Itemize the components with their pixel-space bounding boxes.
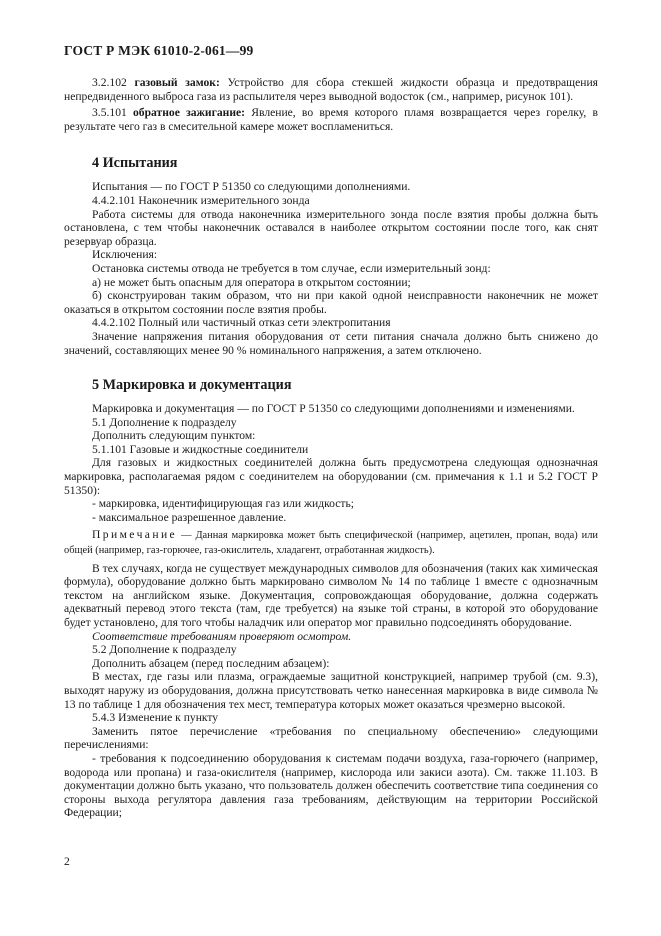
clause-title: 4.4.2.102 Полный или частичный отказ сети электропитания	[92, 316, 391, 330]
definition-term: газовый замок:	[134, 76, 220, 89]
page-number: 2	[64, 855, 70, 868]
paragraph: В местах, где газы или плазма, ограждаемые защитной конструкцией, например трубой (см. 9.3), выходят наружу из оборудования, должна присутствовать четко нанесенная маркировка в виде символа № 13 по таблице 1 для обозначения тех мест, температура которых может оказаться чрезмерно высокой.	[64, 670, 598, 711]
clause-title: 5.1 Дополнение к подразделу	[92, 415, 237, 429]
paragraph: Дополнить абзацем (перед последним абзацем):	[92, 656, 330, 670]
note-text: — Данная маркировка может быть специфической (например, ацетилен, пропан, вода) или общей (например, газ-горючее, газ-окислитель, хладагент, отработанная жидкость).	[64, 530, 598, 557]
list-item: - требования к подсоединению оборудования к системам подачи воздуха, газа-горючего (например, водорода или пропана) и газа-окислителя (например, кислорода или закиси азота). См. также 11.103. В документации должно быть указано, что пользователь должен обеспечить соответствие типа соединения со стороны выхода регулятора давления газа требованиям, действующим на территории Российской Федерации;	[64, 751, 598, 820]
definition-flashback	[64, 106, 598, 133]
section-5-heading: 5 Маркировка и документация	[92, 377, 292, 394]
note	[64, 528, 598, 557]
clause-title: 5.4.3 Изменение к пункту	[92, 711, 219, 725]
list-item: а) не может быть опасным для оператора в открытом состоянии;	[92, 275, 411, 289]
paragraph: Заменить пятое перечисление «требования по специальному обеспечению» следующими перечислениями:	[64, 724, 598, 752]
clause-title: 5.1.101 Газовые и жидкостные соединители	[92, 442, 309, 456]
paragraph: Работа системы для отвода наконечника измерительного зонда после взятия пробы должна быть остановлена, с тем чтобы наконечник оставался в наиболее открытом состоянии после того, как снят резервуар образца.	[64, 207, 598, 248]
paragraph: Остановка системы отвода не требуется в том случае, если измерительный зонд:	[92, 261, 491, 275]
definition-number: 3.5.101	[92, 106, 127, 120]
definition-term: обратное зажигание:	[133, 106, 246, 120]
standard-header: ГОСТ Р МЭК 61010-2-061—99	[64, 43, 254, 58]
list-item: б) сконструирован таким образом, что ни при какой одной неисправности наконечник не может оказаться в открытом состоянии после взятия пробы.	[64, 289, 598, 316]
paragraph: Испытания — по ГОСТ Р 51350 со следующими дополнениями.	[92, 180, 411, 194]
definition-gas-trap	[64, 76, 598, 103]
section-4-heading: 4 Испытания	[92, 155, 178, 172]
list-item: - максимальное разрешенное давление.	[92, 510, 287, 524]
note-label: Примечание	[92, 528, 178, 542]
compliance-check: Соответствие требованиям проверяют осмотром.	[92, 629, 352, 643]
paragraph: Для газовых и жидкостных соединителей должна быть предусмотрена следующая однозначная маркировка, располагаемая рядом с соединителем на оборудовании (см. примечания к 1.1 и 5.2 ГОСТ Р 51350):	[64, 456, 598, 497]
definition-text: Явление, во время которого пламя возвращается через горелку, в результате чего газ в смесительной камере может воспламениться.	[64, 106, 598, 133]
page-content	[64, 76, 598, 820]
clause-title: 5.2 Дополнение к подразделу	[92, 643, 237, 657]
definition-number: 3.2.102	[92, 76, 127, 89]
list-item: - маркировка, идентифицирующая газ или жидкость;	[92, 497, 354, 511]
paragraph: Дополнить следующим пунктом:	[92, 429, 256, 443]
paragraph: В тех случаях, когда не существует международных символов для обозначения (таких как химическая формула), оборудование должно быть маркировано символом № 14 по таблице 1 вместе с однозначным текстом на английском языке. Документация, сопровождающая оборудование, должна содержать адекватный перевод этого текста (там, где требуется) на языке той страны, в которой это оборудование будет установлено, для того чтобы наладчик или оператор мог правильно подсоединять оборудование.	[64, 561, 598, 629]
paragraph: Маркировка и документация — по ГОСТ Р 51350 со следующими дополнениями и изменениями.	[92, 402, 575, 416]
definition-text: Устройство для сбора стекшей жидкости образца и предотвращения непредвиденного выброса газа из распылителя через выводной водосток (см., например, рисунок 101).	[64, 76, 598, 103]
clause-title: 4.4.2.101 Наконечник измерительного зонда	[92, 193, 310, 207]
paragraph: Значение напряжения питания оборудования от сети питания сначала должно быть снижено до значений, составляющих менее 90 % номинального напряжения, а затем отключено.	[64, 329, 598, 357]
paragraph: Исключения:	[92, 248, 158, 262]
